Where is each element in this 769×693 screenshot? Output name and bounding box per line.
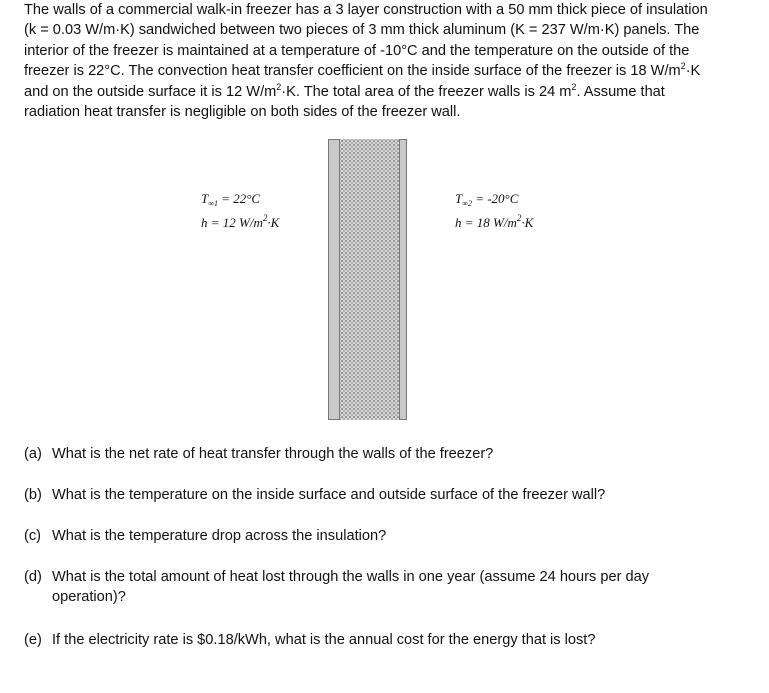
- problem-line-5: and on the outside surface it is 12 $W/m^2\cdot K$. The total area of the freezer walls is 24 $m^2$. Assume that: [24, 81, 665, 100]
- problem-line-1: The walls of a commercial walk-in freezer has a 3 layer construction with a 50 mm thick piece of insulation: [24, 2, 708, 18]
- inside-h-label: h = 18 $W/m^2\cdot K$: [455, 213, 534, 230]
- problem-line-4: freezer is 22°C. The convection heat transfer coefficient on the inside surface of the freezer is 18 $W/m^2\cdot K$: [24, 61, 701, 80]
- question-c: (c) What is the temperature drop across the insulation?: [24, 528, 387, 544]
- question-e: (e) If the electricity rate is $0.18/kWh, what is the annual cost for the energy that is lost?: [24, 632, 596, 648]
- insulation-layer: [339, 139, 400, 420]
- question-b: (b) What is the temperature on the inside surface and outside surface of the freezer wall?: [24, 487, 606, 503]
- problem-line-3: interior of the freezer is maintained at a temperature of -10°C and the temperature on the outside of the: [24, 42, 690, 59]
- inside-temperature-label: $T_{\infty 2} = -20^\circ C$: [455, 191, 519, 208]
- question-d-line-2: operation)?: [52, 589, 126, 605]
- question-d-line-1: What is the total amount of heat lost through the walls in one year (assume 24 hours per day: [52, 569, 650, 585]
- question-d: (d) What is the total amount of heat lost through the walls in one year (assume 24 hours per day operation)?: [24, 569, 650, 605]
- question-a: (a) What is the net rate of heat transfer through the walls of the freezer?: [24, 446, 494, 462]
- problem-line-2: (k = 0.03 W/m·K) sandwiched between two pieces of 3 mm thick aluminum (K = 237 W/m·K) panels. The: [24, 22, 700, 39]
- problem-statement: [24, 0, 746, 122]
- outside-temperature-label: $T_{\infty 1} = 22^\circ C$: [201, 191, 261, 208]
- aluminum-panels: [328, 139, 407, 420]
- outside-h-label: h = 12 $W/m^2\cdot K$: [201, 213, 280, 230]
- problem-line-6: radiation heat transfer is negligible on both sides of the freezer wall.: [24, 104, 461, 121]
